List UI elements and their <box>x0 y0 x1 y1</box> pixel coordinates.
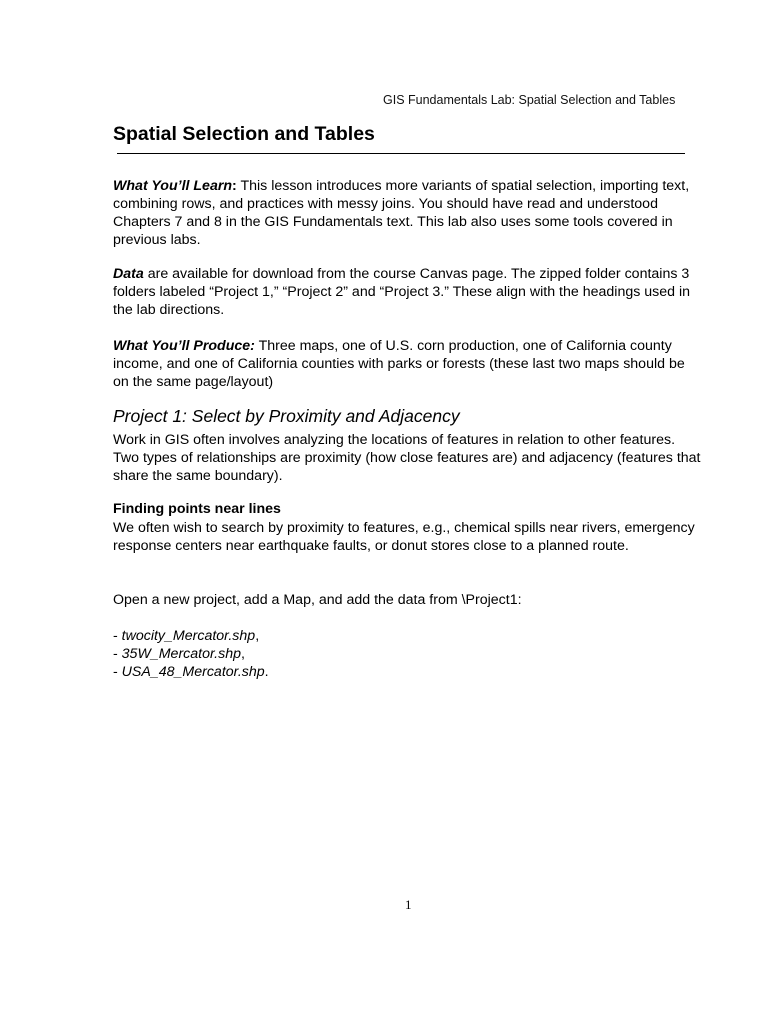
open-project-paragraph <box>113 591 703 609</box>
data-text: are available for download from the course Canvas page. The zipped folder contains 3 folders labeled “Project 1,” “Project 2” and “Project 3.” These align with the headings used in the lab directions. <box>113 266 691 318</box>
learn-text: This lesson introduces more variants of spatial selection, importing text, combining rows, and practices with messy joins. You should have read and understood Chapters 7 and 8 in the GIS Fundamentals text. This lab also uses some tools covered in previous labs. <box>113 178 690 248</box>
learn-colon: : <box>232 178 237 194</box>
list-item <box>113 645 703 663</box>
finding-points-paragraph <box>113 519 703 555</box>
list-item-dash: - <box>113 646 122 662</box>
project1-intro-paragraph <box>113 431 703 485</box>
file-name: USA_48_Mercator.shp <box>121 664 265 680</box>
file-list <box>113 627 703 681</box>
finding-points-heading: Finding points near lines <box>113 501 281 517</box>
list-item <box>113 663 703 681</box>
page-number: 1 <box>405 897 412 912</box>
produce-label: What You’ll Produce: <box>113 338 255 354</box>
page-title: Spatial Selection and Tables <box>113 123 375 145</box>
data-label: Data <box>113 266 144 282</box>
list-item <box>113 627 703 645</box>
produce-text: Three maps, one of U.S. corn production, one of California county income, and one of California counties with parks or forests (these last two maps should be on the same page/layout) <box>113 338 685 390</box>
running-header: GIS Fundamentals Lab: Spatial Selection and Tables <box>383 93 676 107</box>
open-project-text: Open a new project, add a Map, and add the data from \Project1: <box>113 592 522 608</box>
learn-label: What You’ll Learn <box>113 178 233 194</box>
list-item-dash: - <box>113 628 122 644</box>
what-youll-produce-paragraph <box>113 337 703 391</box>
title-underline <box>117 153 685 154</box>
list-item-punct: . <box>264 664 269 680</box>
file-name: 35W_Mercator.shp <box>121 646 241 662</box>
finding-points-text: We often wish to search by proximity to features, e.g., chemical spills near rivers, emergency response centers near earthquake faults, or donut stores close to a planned route. <box>113 520 695 554</box>
project1-intro-text: Work in GIS often involves analyzing the locations of features in relation to other features. Two types of relationships are proximity (how close features are) and adjacency (features that share the same boundary). <box>113 432 701 484</box>
list-item-punct: , <box>241 646 245 662</box>
file-name: twocity_Mercator.shp <box>121 628 256 644</box>
project1-heading: Project 1: Select by Proximity and Adjacency <box>113 406 460 426</box>
list-item-punct: , <box>255 628 260 644</box>
list-item-dash: - <box>113 664 122 680</box>
what-youll-learn-paragraph <box>113 177 703 249</box>
data-paragraph <box>113 265 703 319</box>
